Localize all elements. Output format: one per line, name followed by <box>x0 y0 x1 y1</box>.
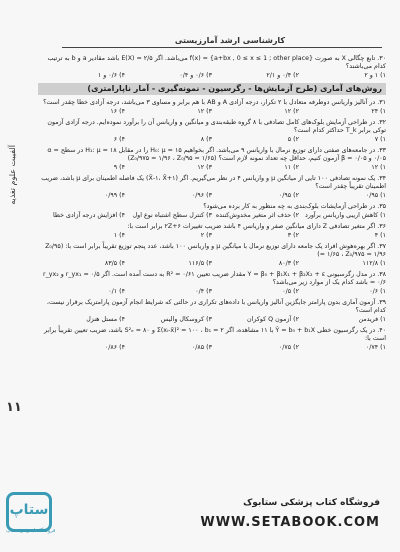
question-list <box>38 99 386 352</box>
sidebar <box>0 55 30 475</box>
option-item: ۲) ۵ <box>287 136 299 143</box>
option-item: ۲) ۸۰/۳ <box>278 260 299 267</box>
option-item: ۲) ۰/۷۵ <box>278 344 299 351</box>
option-item: ۲) آزمون Q کوکران <box>247 316 299 323</box>
option-item: ۴) ۸۳/۵ <box>104 260 125 267</box>
question-text: ۴۰. در یک رگرسیون خطی Ŷ = b₀ + b₁X با ۱۱ مشاهده، اگر Σ(xᵢ-x̄)² = ۱۰۰ ، b₁ = ۲ و S²ₑ = ۸۰ باشد، ضریب تعیین تقریباً برابر است با: <box>44 327 386 342</box>
question-options <box>38 192 386 200</box>
question-text: ۳۲. در طراحی آزمایش بلوک‌های کامل تصادفی با ۸ گروه طبقه‌بندی و میانگین و واریانس آن را برآورد نموده‌ایم. درجه آزادی آزمون توکی برابر T_k حداکثر کدام است؟ <box>47 119 386 134</box>
question-options <box>38 72 386 80</box>
option-item: ۲) ۰/۵ <box>282 288 299 295</box>
option-item: ۲) ۱۱ <box>284 164 299 171</box>
option-item: ۳) کروسکال والیس <box>160 316 212 323</box>
question-text: ۳۴. یک نمونه تصادفی ۱۰۰ تایی از میانگین μ و واریانس ۴ در نظر می‌گیریم. اگر (X̄-۱، X̄+۱) یک فاصله اطمینان برای μ باشد، ضریب اطمینان تقریباً چقدر است؟ <box>41 175 386 190</box>
option-item: ۴) ۰/۹۹ <box>104 192 125 199</box>
question-options <box>38 108 386 116</box>
question-text: ۳۳. در جامعه‌های صفتی دارای توزیع نرمال با واریانس ۹ می‌باشد. اگر بخواهیم H₀: μ = ۱۵ را در مقابل H₁: μ = ۱۸ در سطح α = ۰/۰۵ و β = ۰/۰۵ آزمون کنیم، حداقل چه تعداد نمونه لازم است؟ (Z₀/۹۷۵ = ۱/۹۶ ، Z₀/۹۵ = ۱/۶۵) <box>47 147 386 162</box>
question-text: ۳۱. در آنالیز واریانس دوطرفه متعادل با ۲ تکرار، درجه آزادی A و AB با هم برابر و مساوی ۳ می‌باشد، درجه آزادی خطا چقدر است؟ <box>43 99 386 106</box>
option-item: ۴) ۱۶ <box>110 108 125 115</box>
top-questions <box>38 55 386 80</box>
option-item: ۳) ۱۲ <box>197 164 212 171</box>
question-text: ۳۸. در مدل رگرسیونی Y = β₀ + β₁X₁ + β₂X₂ + ε مقدار ضریب تعیین R² = ۰/۶۱ به دست آمده است. اگر r_yx₁ = ۰/۵ و r_yx₂ = ۰/۶ باشد کدام یک از موارد زیر می‌باشد؟ <box>43 271 386 286</box>
question-options <box>38 260 386 268</box>
option-item: ۱) ۰/۹۵ <box>365 192 386 199</box>
option-item: ۱) ۱ و ۲ <box>364 72 386 79</box>
option-item: ۴) افزایش درجه آزادی خطا <box>53 212 125 219</box>
option-item: ۳) ۰/۶ و ۰/۴ <box>179 72 212 79</box>
option-item: ۳) ۰/۴ <box>195 288 212 295</box>
question-options <box>38 136 386 144</box>
option-item: ۳) ۱۱۶/۵ <box>188 260 212 267</box>
option-item: ۴) ۰/۱ <box>108 288 125 295</box>
option-item: ۲) ۰/۴ و ۲/۱ <box>266 72 299 79</box>
section-title: روش‌های آماری (طرح آزمایش‌ها - رگرسیون - نمونه‌گیری - آمار ناپارامتری) <box>38 83 386 95</box>
option-item: ۳) کنترل سطح اشتباه نوع اول <box>132 212 212 219</box>
sidebar-vertical-text: آلفیبت علوم تغذیه <box>8 145 17 205</box>
option-item: ۱) ۷ <box>374 136 386 143</box>
question-options <box>38 164 386 172</box>
option-item: ۱) ۱۱۲/۸ <box>362 260 386 267</box>
header-divider <box>62 47 382 48</box>
option-item: ۲) حذف اثر متغیر مخدوش‌کننده <box>215 212 299 219</box>
store-logo <box>6 492 96 532</box>
option-item: ۳) ۱۲ <box>197 108 212 115</box>
option-item: ۱) کاهش اریبی واریانس برآورد <box>305 212 386 219</box>
question-text: ۳۵. در طراحی آزمایشات بلوک‌بندی به چه منظور به کار برده می‌شود؟ <box>203 203 386 210</box>
option-item: ۱) ۰/۷۴ <box>365 344 386 351</box>
page-number: ۱۱ <box>6 400 22 415</box>
option-item: ۳) ۰/۸۵ <box>191 344 212 351</box>
option-item: ۲) ۰/۹۵ <box>278 192 299 199</box>
logo-subtitle: فروشگاه اینترنتی ستاپ <box>6 528 56 534</box>
question-options <box>38 232 386 240</box>
option-item: ۴) ۹ <box>113 164 125 171</box>
option-item: ۴) ۱ <box>113 232 125 239</box>
page-header: کارشناسی ارشد آمارزیستی <box>174 36 286 45</box>
option-item: ۴) مستل هنزل <box>86 316 125 323</box>
question-options <box>38 316 386 324</box>
option-item: ۱) ۲۴ <box>371 108 386 115</box>
option-item: ۱) فریدمن <box>358 316 386 323</box>
question-options <box>38 288 386 296</box>
option-item: ۴) ۶ <box>113 136 125 143</box>
option-item: ۲) ۱۲ <box>284 108 299 115</box>
option-item: ۳) ۲ <box>200 232 212 239</box>
option-item: ۳) ۰/۹۶ <box>191 192 212 199</box>
store-url[interactable]: WWW.SETABOOK.COM <box>200 515 380 530</box>
question-text: ۳۶. اگر متغیر تصادفی Z دارای میانگین صفر و واریانس ۴ باشد ضریب تغییرات ۶+۲Z برابر است با: <box>127 223 386 230</box>
question-text: ۳۰. تابع چگالی X به صورت f(x) = {a+bx , 0 ≤ x ≤ 1 ; other place} می‌باشد. اگر E(X) = ۲/۵ باشد مقادیر a و b به ترتیب کدام می‌باشند؟ <box>47 55 386 70</box>
question-text: ۳۷. اگر بهره‌هوش افراد یک جامعه دارای توزیع نرمال با میانگین μ و واریانس ۱۰۰ باشد، عدد پنجم توزیع تقریباً برابر است با: (Z₀/۹۵ = ۱/۶۵ ، Z₀/۹۷۵ = ۱/۹۶) <box>45 243 386 258</box>
option-item: ۳) ۸ <box>200 136 212 143</box>
question-options <box>38 344 386 352</box>
logo-mark: ستاپ <box>6 492 52 532</box>
option-item: ۱) ۱۲ <box>371 164 386 171</box>
option-item: ۴) ۰/۸۶ <box>104 344 125 351</box>
question-options <box>38 212 386 220</box>
option-item: ۴) ۰/۶ و ۱ <box>97 72 125 79</box>
option-item: ۱) ۰/۶ <box>369 288 386 295</box>
store-name: فروشگاه کتاب پزشکی ستابوک <box>243 498 380 508</box>
question-text: ۳۹. آزمون آماری بدون پارامتر جایگزین آنالیز واریانس با داده‌های تکراری در حالتی که شرایط انجام آزمون پارامتریک برقرار نیست، کدام است؟ <box>46 299 386 314</box>
option-item: ۲) ۳ <box>287 232 299 239</box>
option-item: ۱) ۴ <box>374 232 386 239</box>
questions-content <box>38 55 386 355</box>
